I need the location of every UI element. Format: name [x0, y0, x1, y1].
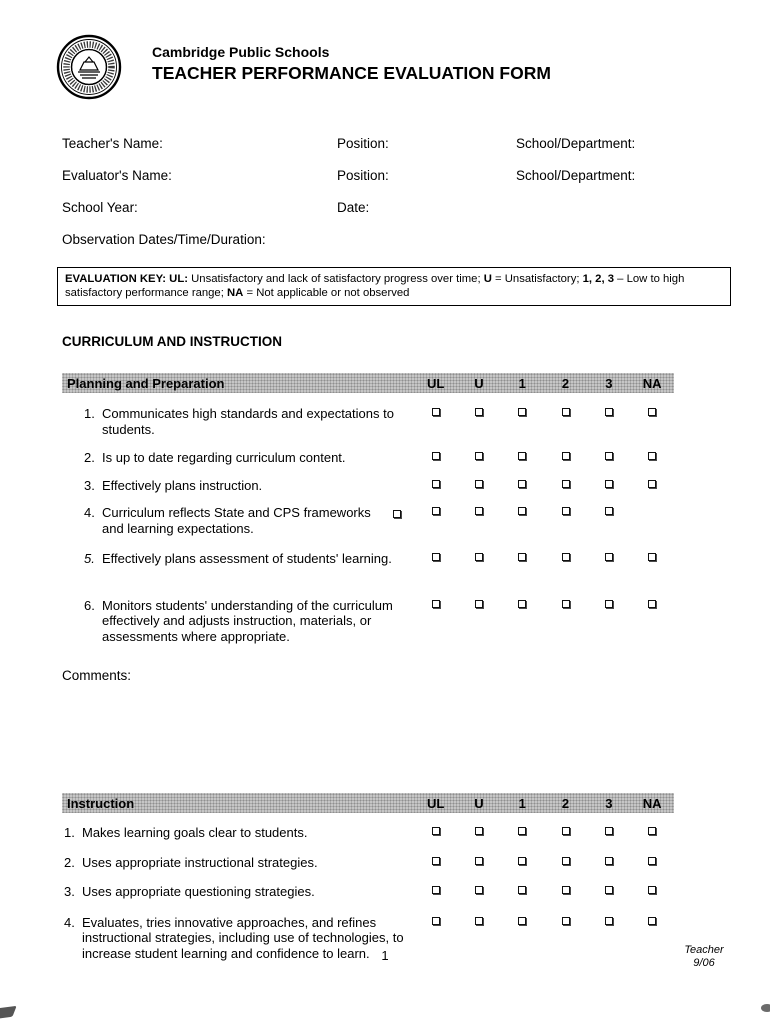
item-number: 1.	[64, 825, 75, 840]
field-row	[62, 168, 770, 183]
column-header-2: 2	[561, 795, 570, 811]
checkbox[interactable]	[562, 408, 570, 416]
item-number: 2.	[64, 854, 75, 870]
section-title: CURRICULUM AND INSTRUCTION	[62, 334, 282, 349]
column-header-3: 3	[605, 795, 613, 811]
footer-note-line2: 9/06	[693, 957, 715, 969]
item-label: Is up to date regarding curriculum content.	[102, 450, 346, 465]
checkbox[interactable]	[518, 507, 526, 515]
checkbox[interactable]	[562, 857, 570, 865]
scan-artifact	[761, 1004, 770, 1012]
checkbox[interactable]	[432, 408, 440, 416]
field-label-school-year: School Year:	[62, 200, 138, 215]
checkbox[interactable]	[432, 857, 440, 865]
checkbox[interactable]	[648, 452, 656, 460]
item-label: Uses appropriate instructional strategies.	[82, 854, 318, 870]
checkbox[interactable]	[432, 600, 440, 608]
field-label-position: Position:	[337, 136, 389, 151]
column-header-2: 2	[561, 375, 570, 391]
checkbox[interactable]	[605, 480, 613, 488]
field-label-date: Date:	[337, 200, 370, 215]
field-label-evaluator-name: Evaluator's Name:	[62, 168, 172, 183]
checkbox[interactable]	[432, 507, 440, 515]
checkbox[interactable]	[432, 452, 440, 460]
checkbox[interactable]	[518, 452, 526, 460]
form-title: TEACHER PERFORMANCE EVALUATION FORM	[152, 63, 551, 83]
checkbox[interactable]	[648, 886, 656, 894]
table-header-bar	[62, 793, 674, 813]
footer-note	[672, 944, 736, 970]
checkbox[interactable]	[605, 452, 613, 460]
table-row	[62, 450, 674, 466]
item-number: 5.	[84, 551, 95, 566]
checkbox[interactable]	[562, 600, 570, 608]
item-number: 1.	[84, 406, 95, 421]
checkbox[interactable]	[605, 507, 613, 515]
table-row	[62, 855, 674, 871]
checkbox[interactable]	[475, 507, 483, 515]
checkbox[interactable]	[562, 480, 570, 488]
column-header-u: U	[474, 375, 484, 391]
checkbox[interactable]	[432, 917, 440, 925]
scan-artifact	[0, 1006, 17, 1019]
checkbox[interactable]	[393, 510, 401, 518]
checkbox[interactable]	[648, 480, 656, 488]
key-segment: Unsatisfactory and lack of satisfactory progress over time;	[191, 273, 484, 285]
city-seal-logo	[56, 34, 122, 100]
field-row	[62, 136, 770, 151]
column-header-3: 3	[605, 375, 613, 391]
table-header-bar	[62, 373, 674, 393]
item-number: 3.	[64, 884, 75, 899]
instruction-table	[62, 793, 674, 961]
checkbox[interactable]	[562, 553, 570, 561]
checkbox[interactable]	[648, 857, 656, 865]
checkbox[interactable]	[605, 553, 613, 561]
checkbox[interactable]	[475, 452, 483, 460]
checkbox[interactable]	[648, 600, 656, 608]
table-row	[62, 551, 674, 567]
checkbox[interactable]	[605, 408, 613, 416]
checkbox[interactable]	[475, 553, 483, 561]
checkbox[interactable]	[432, 827, 440, 835]
table-row	[62, 884, 674, 900]
checkbox[interactable]	[562, 886, 570, 894]
checkbox[interactable]	[518, 553, 526, 561]
key-segment: NA	[227, 287, 244, 299]
column-header-ul: UL	[426, 375, 445, 391]
checkbox[interactable]	[562, 917, 570, 925]
item-label: Uses appropriate questioning strategies.	[82, 884, 315, 899]
checkbox[interactable]	[475, 917, 483, 925]
table-row	[62, 478, 674, 494]
field-label-position: Position:	[337, 168, 389, 183]
item-label: Effectively plans assessment of students' learning.	[102, 551, 392, 566]
checkbox[interactable]	[518, 827, 526, 835]
checkbox[interactable]	[518, 600, 526, 608]
checkbox[interactable]	[648, 553, 656, 561]
table-row	[62, 406, 674, 437]
checkbox[interactable]	[432, 886, 440, 894]
checkbox[interactable]	[518, 917, 526, 925]
form-fields	[62, 136, 770, 247]
item-number: 3.	[84, 477, 95, 493]
planning-preparation-table	[62, 373, 674, 644]
checkbox[interactable]	[648, 827, 656, 835]
checkbox[interactable]	[475, 827, 483, 835]
evaluation-key	[57, 267, 731, 306]
column-header-na: NA	[642, 375, 662, 391]
checkbox[interactable]	[475, 857, 483, 865]
table-row	[62, 505, 674, 536]
item-label: Makes learning goals clear to students.	[82, 825, 308, 840]
item-number: 6.	[84, 597, 95, 613]
field-label-school-department: School/Department:	[516, 136, 636, 151]
item-label: Monitors students' understanding of the curriculum effectively and adjusts instruction, materials, or assessments where appropriate.	[102, 597, 393, 644]
field-row	[62, 200, 770, 215]
checkbox[interactable]	[475, 886, 483, 894]
checkbox[interactable]	[562, 452, 570, 460]
comments-label: Comments:	[62, 668, 132, 683]
field-label-school-department: School/Department:	[516, 168, 636, 183]
column-header-1: 1	[518, 375, 526, 391]
checkbox[interactable]	[605, 600, 613, 608]
checkbox[interactable]	[432, 480, 440, 488]
checkbox[interactable]	[475, 408, 483, 416]
column-header-u: U	[474, 795, 484, 811]
table-row	[62, 598, 674, 645]
checkbox[interactable]	[605, 886, 613, 894]
key-segment: – Low to high satisfactory performance range;	[65, 273, 685, 299]
item-number: 4.	[64, 914, 75, 930]
key-segment: = Not applicable or not observed	[243, 287, 410, 299]
checkbox[interactable]	[648, 408, 656, 416]
key-segment: = Unsatisfactory;	[491, 273, 583, 285]
footer-note-line1: Teacher	[684, 944, 724, 956]
checkbox[interactable]	[518, 886, 526, 894]
column-header-ul: UL	[426, 795, 445, 811]
key-segment: 1, 2, 3	[582, 273, 615, 285]
checkbox[interactable]	[605, 917, 613, 925]
checkbox[interactable]	[562, 507, 570, 515]
checkbox[interactable]	[605, 827, 613, 835]
column-header-1: 1	[518, 795, 526, 811]
checkbox[interactable]	[518, 480, 526, 488]
column-header-na: NA	[642, 795, 662, 811]
checkbox[interactable]	[605, 857, 613, 865]
checkbox[interactable]	[518, 408, 526, 416]
key-segment: EVALUATION KEY: UL:	[65, 273, 192, 285]
checkbox[interactable]	[562, 827, 570, 835]
item-label: Communicates high standards and expectations to students.	[102, 406, 394, 437]
checkbox[interactable]	[475, 480, 483, 488]
org-name: Cambridge Public Schools	[152, 44, 330, 60]
table-title: Instruction	[67, 795, 135, 811]
document-header	[0, 0, 770, 100]
checkbox[interactable]	[518, 857, 526, 865]
item-number: 2.	[84, 450, 95, 465]
item-number: 4.	[84, 505, 95, 520]
item-label: Effectively plans instruction.	[102, 477, 263, 493]
checkbox[interactable]	[648, 917, 656, 925]
key-segment: U	[483, 273, 492, 285]
header-text	[152, 34, 551, 84]
checkbox[interactable]	[432, 553, 440, 561]
checkbox[interactable]	[475, 600, 483, 608]
item-label: Curriculum reflects State and CPS frameworks and learning expectations.	[102, 505, 406, 536]
field-row	[62, 232, 770, 247]
page-number: 1	[381, 948, 389, 963]
table-title: Planning and Preparation	[67, 375, 225, 391]
field-label-observation: Observation Dates/Time/Duration:	[62, 232, 266, 247]
item-label: Evaluates, tries innovative approaches, and refines instructional strategies, including use of technologies, to increase student learning and confidence to learn.	[82, 914, 404, 961]
field-label-teacher-name: Teacher's Name:	[62, 136, 163, 151]
table-row	[62, 825, 674, 841]
